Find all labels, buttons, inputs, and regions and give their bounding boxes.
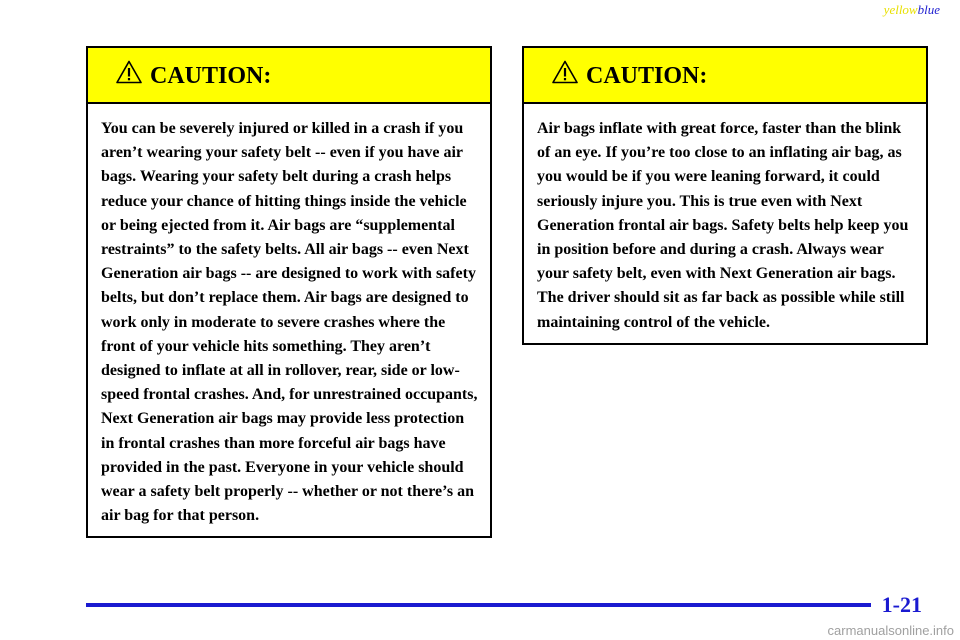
- page-number: 1-21: [881, 592, 922, 617]
- caution-header: [524, 48, 926, 104]
- footer-rule: [86, 603, 871, 607]
- caution-title: CAUTION:: [586, 63, 708, 89]
- caution-box-belts: [86, 46, 492, 538]
- color-tag-blue: blue: [917, 2, 940, 17]
- caution-header: [88, 48, 490, 104]
- caution-text: Air bags inflate with great force, faster than the blink of an eye. If you’re too close to an inflating air bag, as you would be if you were leaning forward, it could seriously injure you. This is true even with Next Generation frontal air bags. Safety belts help keep you in position before and during a crash. Always wear your safety belt, even with Next Generation air bags. The driver should sit as far back as possible while still maintaining control of the vehicle.: [537, 120, 909, 331]
- caution-text: You can be severely injured or killed in a crash if you aren’t wearing your safety belt -- even if you have air bags. Wearing your safety belt during a crash helps reduce your chance of hitting things inside the vehicle or being ejected from it. Air bags are “supplemental restraints” to the safety belts. All air bags -- even Next Generation air bags -- are designed to work with safety belts, but don’t replace them. Air bags are designed to work only in moderate to severe crashes where the front of your vehicle hits something. They aren’t designed to inflate at all in rollover, rear, side or low-speed frontal crashes. And, for unrestrained occupants, Next Generation air bags may provide less protection in frontal crashes than more forceful air bags have provided in the past. Everyone in your vehicle should wear a safety belt properly -- whether or not there’s an air bag for that person.: [101, 120, 478, 525]
- caution-box-air-bags: [522, 46, 928, 345]
- color-tag: [884, 2, 940, 18]
- warning-triangle-icon: [116, 60, 142, 84]
- caution-title: CAUTION:: [150, 63, 272, 89]
- warning-triangle-icon: [552, 60, 578, 84]
- color-tag-yellow: yellow: [883, 2, 918, 17]
- watermark: carmanualsonline.info: [827, 623, 954, 638]
